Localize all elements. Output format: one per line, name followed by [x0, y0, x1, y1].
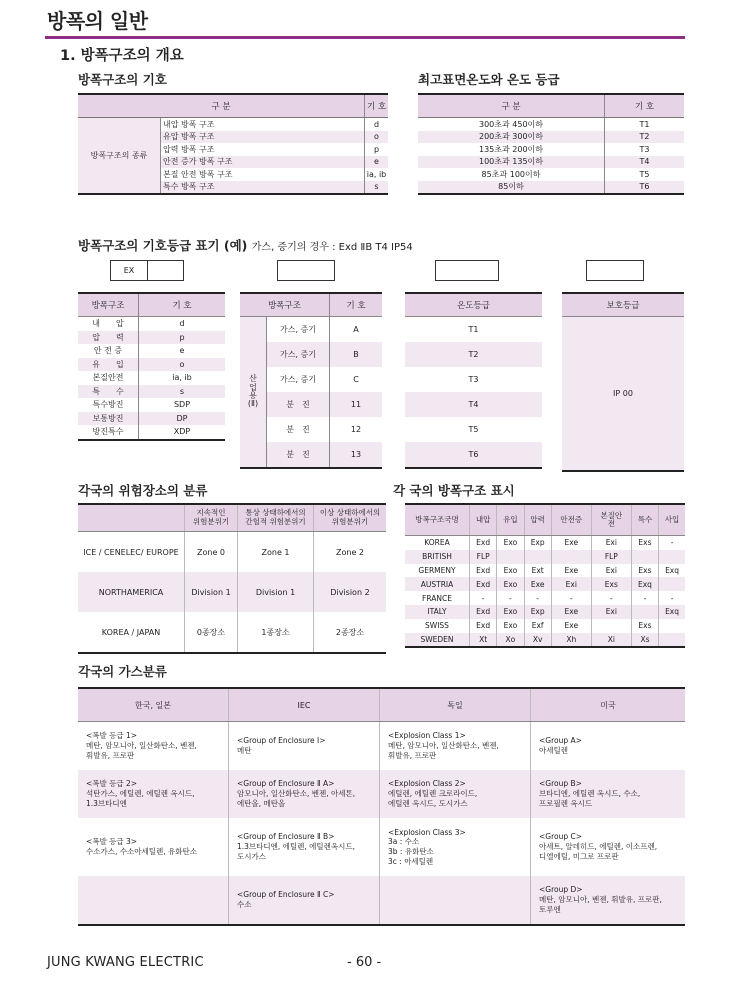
gas-table	[78, 687, 685, 926]
ta-symbol: d	[139, 317, 226, 331]
cty-cell	[659, 577, 685, 591]
t1-name: 안전 증가 방폭 구조	[163, 157, 233, 167]
ex-box	[110, 260, 184, 281]
gas-cell: <Explosion Class 2> 에틸렌, 에틸렌 크로라이드, 에틸렌 옥시드, 도시가스	[380, 770, 531, 818]
tb-symbol: 12	[330, 417, 383, 442]
footer-company: JUNG KWANG ELECTRIC	[47, 955, 204, 970]
cty-cell: -	[470, 591, 497, 605]
t1-symbol: ia, ib	[365, 168, 388, 181]
gas-header: 한국, 일본	[78, 688, 229, 722]
cty-name: BRITISH	[422, 552, 452, 562]
cty-cell: -	[524, 591, 551, 605]
cty-cell: Exo	[497, 577, 524, 591]
hazard-header: 통상 상태하에서의 간헐적 위험분위기	[238, 504, 314, 532]
hazard-region: ICE / CENELEC/ EUROPE	[83, 547, 179, 557]
t2-symbol: T5	[605, 168, 685, 181]
page-title: 방폭의 일반	[47, 9, 148, 33]
hazard-table	[78, 503, 386, 654]
structure-symbol-table	[78, 292, 225, 441]
t2-range: 85이하	[498, 182, 524, 192]
tb-name: 분 진	[267, 392, 330, 417]
title-rule	[45, 36, 685, 39]
gas-cell: <Group B> 브타디엔, 에틸렌 옥시드, 수소, 프로필렌 옥시드	[531, 770, 686, 818]
cty-cell: Exs	[591, 577, 631, 591]
ta-name: 방진특수	[92, 427, 124, 437]
t1-name: 본질 안전 방폭 구조	[163, 169, 233, 179]
cty-cell: Exi	[591, 564, 631, 578]
gas-heading: 각국의 가스분류	[78, 664, 167, 679]
cty-cell: Xi	[591, 633, 631, 648]
mark-heading	[78, 236, 413, 254]
cty-cell: Exp	[524, 536, 551, 550]
ta-col1: 방폭구조	[78, 293, 139, 317]
t2-range: 135초과 200이하	[479, 144, 543, 154]
group-box	[277, 260, 335, 281]
gas-cell: <Group of Enclosure Ⅱ B> 1.3브타디엔, 에틸렌, 에틸렌옥시드, 도시가스	[229, 818, 380, 876]
hazard-cell: Division 1	[238, 572, 314, 612]
cty-cell	[631, 550, 658, 564]
cty-header: 압력	[524, 504, 551, 536]
cty-cell: Ext	[524, 564, 551, 578]
protection-class-table	[562, 292, 684, 472]
cty-cell: Exi	[591, 536, 631, 550]
ta-name: 특수방진	[92, 400, 124, 410]
ta-name: 내 압	[92, 319, 124, 329]
t2-symbol: T1	[605, 118, 685, 131]
cty-cell: Exe	[551, 536, 591, 550]
cty-header: 방폭구조국명	[405, 504, 470, 536]
section-heading: 1. 방폭구조의 개요	[60, 48, 184, 64]
t1-symbol: p	[365, 143, 388, 156]
cty-cell: Exe	[524, 577, 551, 591]
gas-cell: <폭발 등급 1> 메탄, 암모니아, 일산화탄소, 벤젠, 휘발유, 프로판	[86, 731, 197, 760]
cty-cell: Exe	[551, 619, 591, 633]
hazard-cell: 0종장소	[185, 612, 238, 653]
t1-name: 내압 방폭 구조	[163, 119, 215, 129]
tb-name: 가스, 증기	[267, 342, 330, 367]
gas-cell	[380, 876, 531, 925]
cty-cell: Exo	[497, 536, 524, 550]
ta-name: 유 입	[92, 359, 124, 369]
gas-cell: <Explosion Class 1> 메탄, 암모니아, 일산화탄소, 벤젠, 휘발유, 프로판	[380, 722, 531, 771]
tb-name: 가스, 증기	[267, 367, 330, 392]
cty-cell: Exq	[659, 564, 685, 578]
tb-symbol: 13	[330, 442, 383, 468]
mark-heading-main: 방폭구조의 기호등급 표기 (예)	[78, 238, 248, 253]
tb-col1: 방폭구조	[240, 293, 330, 317]
cty-name: ITALY	[427, 607, 447, 617]
cty-cell: -	[551, 591, 591, 605]
hazard-cell: Division 2	[314, 572, 387, 612]
t1-col-symbol: 기 호	[365, 94, 388, 118]
hazard-cell: Division 1	[185, 572, 238, 612]
t1-symbol: e	[365, 156, 388, 169]
ta-symbol: e	[139, 344, 226, 358]
ta-name: 압 력	[92, 332, 124, 342]
hazard-cell: Zone 0	[185, 532, 238, 573]
cty-header: 특수	[631, 504, 658, 536]
t1-name: 특수 방폭 구조	[163, 182, 215, 192]
ta-name: 보통방진	[92, 413, 124, 423]
cty-cell: -	[659, 536, 685, 550]
countries-heading: 각 국의 방폭구조 표시	[393, 483, 515, 498]
cty-cell	[524, 550, 551, 564]
tb-symbol: C	[330, 367, 383, 392]
tb-name: 분 진	[267, 442, 330, 468]
t2-heading: 최고표면온도와 온도 등급	[418, 72, 560, 87]
tc-value: T1	[468, 325, 479, 334]
tc-col: 온도등급	[405, 293, 542, 317]
cty-cell	[659, 619, 685, 633]
tb-symbol: B	[330, 342, 383, 367]
temp-box	[435, 260, 499, 281]
hazard-cell: 1종장소	[238, 612, 314, 653]
cty-cell: Xt	[470, 633, 497, 648]
cty-cell: Xh	[551, 633, 591, 648]
ta-symbol: ia, ib	[139, 371, 226, 385]
gas-cell: <Explosion Class 3> 3a : 수소 3b : 유화탄소 3c : 아세틸렌	[380, 818, 531, 876]
cty-cell	[631, 605, 658, 619]
ta-col2: 기 호	[139, 293, 226, 317]
hazard-header	[78, 504, 185, 532]
cty-cell: Exo	[497, 619, 524, 633]
ta-symbol: s	[139, 385, 226, 399]
gas-header: 미국	[531, 688, 686, 722]
cty-cell: Exd	[470, 564, 497, 578]
countries-table	[405, 503, 685, 648]
cty-cell: Xs	[631, 633, 658, 648]
ex-label: EX	[111, 261, 148, 280]
ta-symbol: SDP	[139, 398, 226, 412]
hazard-header: 지속적인 위험분위기	[185, 504, 238, 532]
cty-cell: FLP	[470, 550, 497, 564]
t1-group: 방폭구조의 종류	[78, 118, 161, 195]
cty-cell: FLP	[591, 550, 631, 564]
ta-name: 특 수	[92, 386, 124, 396]
hazard-heading: 각국의 위험장소의 분류	[78, 483, 208, 498]
cty-name: GERMENY	[418, 565, 456, 575]
tc-value: T4	[468, 400, 479, 409]
t1-name: 압력 방폭 구조	[163, 144, 215, 154]
temperature-table	[418, 93, 684, 195]
cty-cell	[659, 550, 685, 564]
cty-cell: -	[591, 591, 631, 605]
cty-cell: Exd	[470, 619, 497, 633]
hazard-region: NORTHAMERICA	[98, 587, 164, 597]
hazard-cell: Zone 1	[238, 532, 314, 573]
cty-cell: Exs	[631, 564, 658, 578]
t1-symbol: o	[365, 131, 388, 144]
t2-symbol: T6	[605, 181, 685, 195]
cty-cell	[551, 550, 591, 564]
t1-heading: 방폭구조의 기호	[78, 72, 167, 87]
cty-cell: Exd	[470, 577, 497, 591]
tb-symbol: 11	[330, 392, 383, 417]
td-col: 보호등급	[562, 293, 684, 317]
cty-cell: Exe	[551, 564, 591, 578]
ta-symbol: XDP	[139, 425, 226, 440]
cty-cell: -	[631, 591, 658, 605]
hazard-region: KOREA / JAPAN	[101, 627, 161, 637]
t1-symbol: d	[365, 118, 388, 131]
cty-cell	[497, 550, 524, 564]
tb-name: 가스, 증기	[267, 317, 330, 343]
cty-cell: Exd	[470, 605, 497, 619]
ta-name: 안 전 증	[93, 346, 123, 356]
tb-name: 분 진	[267, 417, 330, 442]
cty-cell: Exi	[551, 577, 591, 591]
cty-cell: -	[497, 591, 524, 605]
cty-cell: Xv	[524, 633, 551, 648]
cty-cell: -	[659, 591, 685, 605]
t2-symbol: T3	[605, 143, 685, 156]
cty-cell: Exq	[659, 605, 685, 619]
t2-range: 100초과 135이하	[479, 157, 543, 167]
td-value: IP 00	[562, 317, 684, 472]
t2-range: 200초과 300이하	[479, 132, 543, 142]
ip-box	[586, 260, 644, 281]
cty-name: AUSTRIA	[420, 579, 454, 589]
cty-cell: Exd	[470, 536, 497, 550]
cty-header: 유입	[497, 504, 524, 536]
ta-symbol: DP	[139, 412, 226, 426]
tb-vertical: 산 업 용 (Ⅱ)	[240, 317, 267, 469]
cty-cell: Exp	[524, 605, 551, 619]
t1-col-kind: 구 분	[78, 94, 365, 118]
symbol-table	[78, 93, 388, 195]
mark-heading-example: 가스, 증기의 경우 : Exd ⅡB T4 IP54	[251, 242, 413, 253]
gas-cell: <Group D> 메탄, 암모니아, 벤젠, 휘발유, 프로판, 토루엔	[531, 876, 686, 925]
t2-col-kind: 구 분	[418, 94, 605, 118]
gas-cell	[78, 876, 229, 925]
t2-symbol: T4	[605, 156, 685, 169]
tb-symbol: A	[330, 317, 383, 343]
cty-cell	[591, 619, 631, 633]
t2-range: 85초과 100이하	[481, 169, 541, 179]
gas-cell: <폭발 등급 2> 석탄가스, 에틸렌, 에틸렌 옥시드, 1.3브타디엔	[86, 779, 195, 808]
cty-cell: Exi	[591, 605, 631, 619]
tc-value: T3	[468, 375, 479, 384]
tc-value: T6	[468, 450, 479, 459]
gas-cell: <Group C> 아세트, 알데히드, 에틸렌, 이소프렌, 디엘에틸, 미그로 프로판	[531, 818, 686, 876]
cty-cell: Xo	[497, 633, 524, 648]
gas-header: 독일	[380, 688, 531, 722]
cty-cell	[659, 633, 685, 648]
temp-class-table	[405, 292, 542, 469]
cty-header: 내압	[470, 504, 497, 536]
gas-header: IEC	[229, 688, 380, 722]
cty-name: SWISS	[425, 621, 449, 631]
gas-cell: <Group of Enclosure Ⅰ> 메탄	[229, 722, 380, 771]
hazard-cell: 2종장소	[314, 612, 387, 653]
cty-cell: Exq	[631, 577, 658, 591]
tc-value: T2	[468, 350, 479, 359]
hazard-cell: Zone 2	[314, 532, 387, 573]
tc-value: T5	[468, 425, 479, 434]
t2-col-symbol: 기 호	[605, 94, 685, 118]
cty-cell: Exf	[524, 619, 551, 633]
t2-symbol: T2	[605, 131, 685, 144]
cty-name: FRANCE	[422, 593, 452, 603]
cty-name: KOREA	[424, 538, 450, 548]
cty-cell: Exs	[631, 536, 658, 550]
t1-name: 유압 방폭 구조	[163, 132, 215, 142]
cty-cell: Exe	[551, 605, 591, 619]
cty-header: 안전증	[551, 504, 591, 536]
ta-name: 본질안전	[92, 373, 124, 383]
cty-cell: Exo	[497, 605, 524, 619]
page-number: - 60 -	[347, 955, 382, 970]
t2-range: 300초과 450이하	[479, 119, 543, 129]
cty-name: SWEDEN	[420, 634, 454, 644]
hazard-header: 이상 상태하에서의 위험분위기	[314, 504, 387, 532]
cty-header: 본질안 전	[591, 504, 631, 536]
ta-symbol: o	[139, 358, 226, 372]
group-symbol-table	[240, 292, 382, 469]
gas-cell: <폭발 등급 3> 수소가스, 수소아세틸렌, 유화탄소	[86, 837, 197, 856]
ta-symbol: p	[139, 331, 226, 345]
cty-cell: Exo	[497, 564, 524, 578]
gas-cell: <Group of Enclosure Ⅱ C> 수소	[229, 876, 380, 925]
tb-col2: 기 호	[330, 293, 383, 317]
cty-cell: Exs	[631, 619, 658, 633]
cty-header: 사입	[659, 504, 685, 536]
gas-cell: <Group of Enclosure Ⅱ A> 암모니아, 일산화탄소, 벤젠, 아세톤, 에탄올, 메탄올	[229, 770, 380, 818]
gas-cell: <Group A> 아세틸렌	[531, 722, 686, 771]
t1-symbol: s	[365, 181, 388, 195]
